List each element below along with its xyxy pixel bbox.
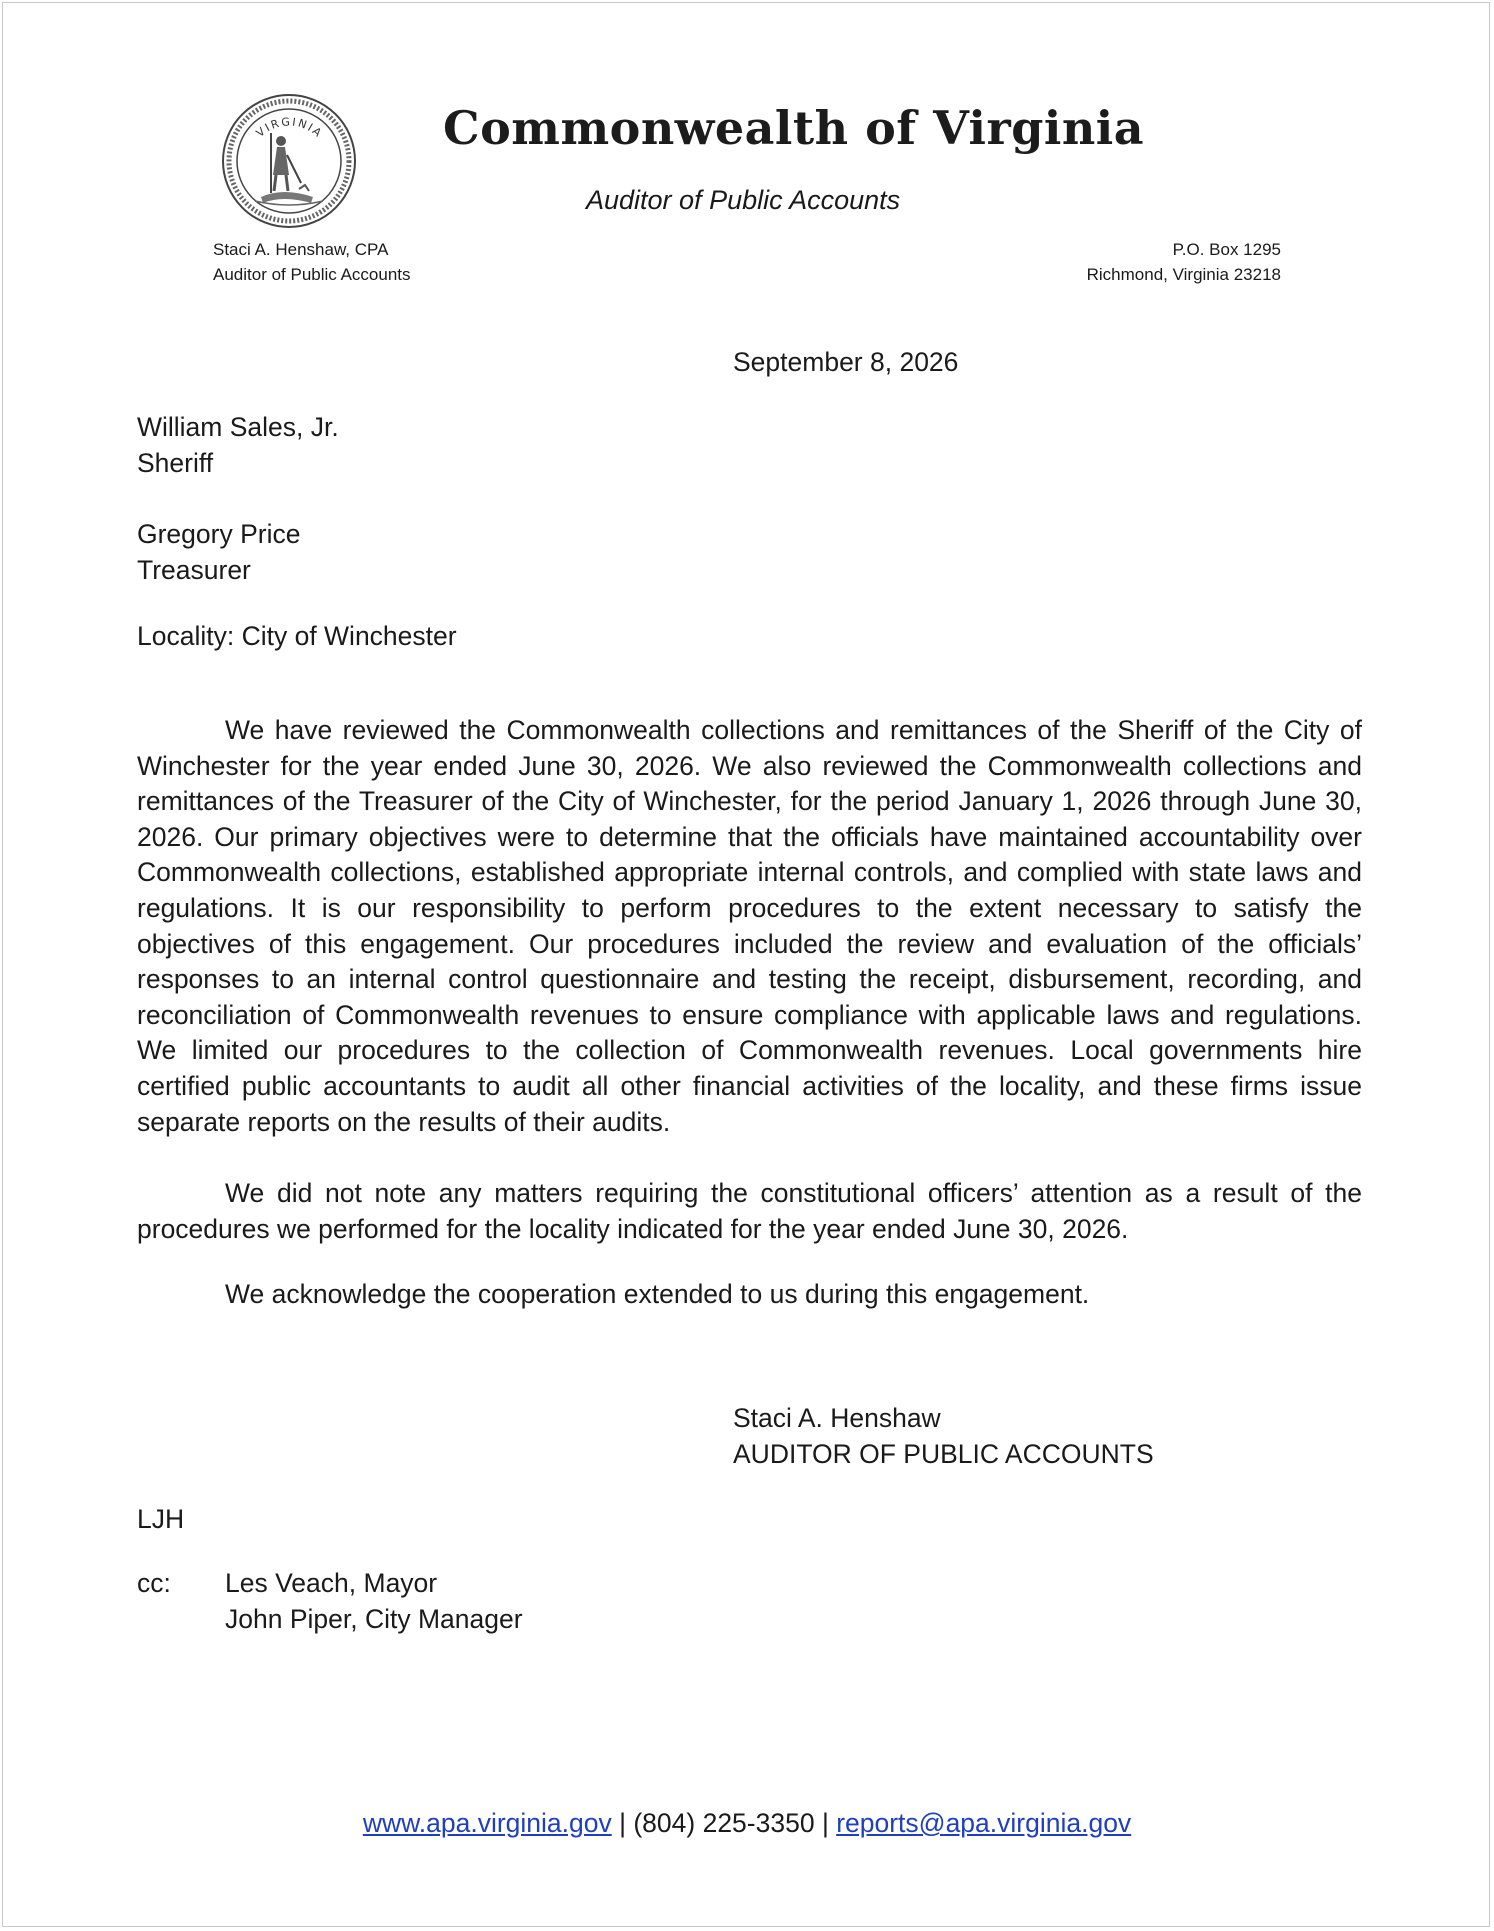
paragraph-line: 2026. Our primary objectives were to determine that the officials have maintained accountability over xyxy=(137,821,1362,852)
address-line-1: P.O. Box 1295 xyxy=(1172,240,1281,259)
paragraph-line: Commonwealth collections, established appropriate internal controls, and complied with state laws and xyxy=(137,857,1362,888)
cc-recipient: John Piper, City Manager xyxy=(225,1603,523,1634)
letterhead-address-block xyxy=(1087,237,1281,287)
paragraph-line: reconciliation of Commonwealth revenues to ensure compliance with applicable laws and regulations. xyxy=(137,999,1362,1030)
cc-recipient: Les Veach, Mayor xyxy=(225,1568,438,1598)
signer-name: Staci A. Henshaw xyxy=(733,1403,941,1433)
paragraph-line: remittances of the Treasurer of the City of Winchester, for the period January 1, 2026 through June 30, xyxy=(137,786,1362,817)
paragraph-line: We did not note any matters requiring the constitutional officers’ attention as a result of the xyxy=(225,1178,1362,1208)
recipient-title: Sheriff xyxy=(137,447,214,478)
footer-separator: | xyxy=(814,1808,837,1838)
letterhead-subtitle: Auditor of Public Accounts xyxy=(586,185,901,215)
auditor-title: Auditor of Public Accounts xyxy=(213,265,411,284)
letterhead-title: Commonwealth of Virginia xyxy=(443,101,1145,155)
letterhead-left-block xyxy=(213,237,411,287)
paragraph-line: certified public accountants to audit all other financial activities of the locality, and these firms issue xyxy=(137,1070,1362,1101)
cc-list xyxy=(225,1566,523,1637)
phone-number: (804) 225-3350 xyxy=(633,1808,815,1838)
auditor-name: Staci A. Henshaw, CPA xyxy=(213,240,389,259)
paragraph-line: responses to an internal control questionnaire and testing the receipt, disbursement, recording, and xyxy=(137,964,1362,995)
signer-title: AUDITOR OF PUBLIC ACCOUNTS xyxy=(733,1438,1154,1469)
recipient-title: Treasurer xyxy=(137,554,251,585)
paragraph-line: separate reports on the results of their audits. xyxy=(137,1106,671,1137)
recipient-name: William Sales, Jr. xyxy=(137,412,339,442)
paragraph-line: Winchester for the year ended June 30, 2026. We also reviewed the Commonwealth collections and xyxy=(137,750,1362,781)
recipient-block xyxy=(137,517,300,588)
signature-block xyxy=(733,1401,1154,1472)
body-paragraph-1 xyxy=(137,713,1362,1140)
locality-line: Locality: City of Winchester xyxy=(137,621,457,651)
paragraph-line: objectives of this engagement. Our procedures included the review and evaluation of the officials’ xyxy=(137,928,1362,959)
body-paragraph-2 xyxy=(137,1176,1362,1247)
paragraph-line: procedures we performed for the locality indicated for the year ended June 30, 2026. xyxy=(137,1213,1129,1244)
paragraph-line: We have reviewed the Commonwealth collections and remittances of the Sheriff of the City of xyxy=(225,715,1362,745)
letter-date: September 8, 2026 xyxy=(733,347,959,377)
paragraph-line: regulations. It is our responsibility to perform procedures to the extent necessary to satisfy the xyxy=(137,892,1362,923)
recipient-name: Gregory Price xyxy=(137,519,301,549)
address-line-2: Richmond, Virginia 23218 xyxy=(1086,265,1281,284)
footer xyxy=(3,1808,1491,1839)
typist-initials: LJH xyxy=(137,1504,185,1534)
cc-label: cc: xyxy=(137,1568,171,1598)
recipient-block xyxy=(137,410,339,481)
svg-text:VIRGINIA: VIRGINIA xyxy=(253,115,326,141)
letter-page xyxy=(2,2,1490,1927)
body-paragraph-3: We acknowledge the cooperation extended to us during this engagement. xyxy=(225,1279,1090,1309)
paragraph-line: We limited our procedures to the collection of Commonwealth revenues. Local governments hire xyxy=(137,1035,1362,1066)
virginia-seal-logo xyxy=(221,93,357,229)
email-link[interactable]: reports@apa.virginia.gov xyxy=(836,1808,1132,1838)
website-link[interactable]: www.apa.virginia.gov xyxy=(362,1808,612,1838)
footer-separator: | xyxy=(611,1808,634,1838)
